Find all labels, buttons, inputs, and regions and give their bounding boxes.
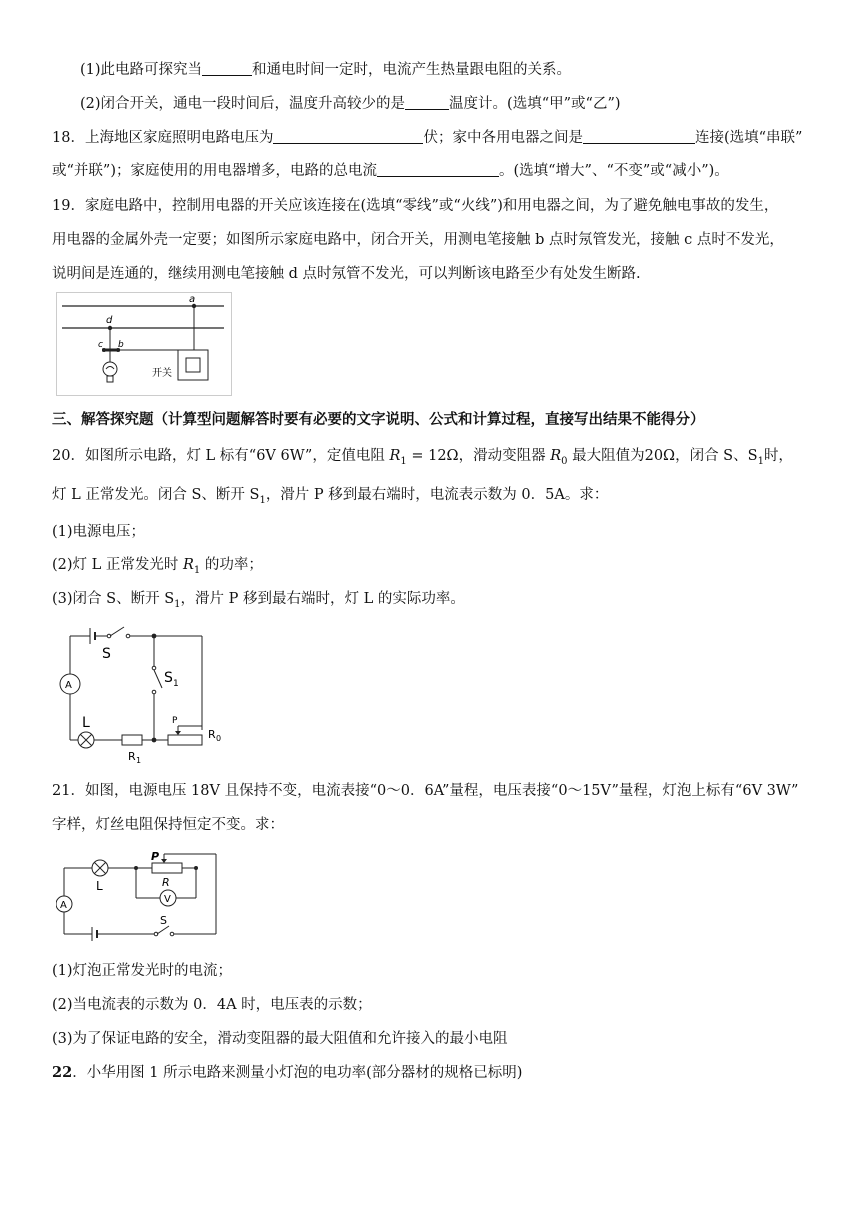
- switch-s-label: S: [160, 914, 167, 927]
- voltmeter-label: V: [164, 894, 171, 905]
- q17-part2-text-a: (2)闭合开关，通电一段时间后，温度升高较少的是: [80, 96, 406, 112]
- q18-text: 或“并联”)；家庭使用的用电器增多，电路的总电流: [52, 163, 377, 179]
- q17-part2-text-b: 温度计。(选填“甲”或“乙”): [449, 96, 621, 112]
- q20-circuit-figure: [56, 622, 240, 768]
- r1-label-sub: 1: [136, 756, 142, 765]
- q20-text: ，滑片 P 移到最右端时，电流表示数为 0．5A。求：: [265, 487, 609, 503]
- answer-blank[interactable]: [273, 129, 423, 144]
- q21-circuit-figure: [56, 848, 226, 944]
- point-a-label: a: [189, 294, 196, 305]
- q17-part2: [80, 94, 621, 114]
- answer-blank[interactable]: [202, 61, 252, 76]
- q20-sub3: [52, 589, 465, 615]
- r1-subscript: 1: [193, 564, 201, 576]
- q18-text: 连接(选填“串联”: [694, 130, 803, 146]
- r0-label: R: [208, 728, 216, 741]
- lamp-l-label: L: [82, 715, 90, 731]
- q19-line2: 用电器的金属外壳一定要；如图所示家庭电路中，闭合开关，用测电笔接触 b 点时氖管发光，接触 c 点时不发光，: [52, 232, 784, 248]
- q20-text: ，滑片 P 移到最右端时，灯 L 的实际功率。: [180, 591, 465, 607]
- q20-text: ，闭合 S、S: [675, 448, 758, 464]
- point-c-label: c: [98, 340, 103, 350]
- q21-sub3: (3)为了保证电路的安全，滑动变阻器的最大阻值和允许接入的最小电阻: [52, 1031, 508, 1047]
- household-circuit-figure: [56, 292, 232, 396]
- r0-value: 20Ω: [644, 448, 676, 464]
- q20-line1: [52, 446, 793, 472]
- switch-label: 开关: [152, 368, 172, 379]
- q22-text: ．小华用图 1 所示电路来测量小灯泡的电功率(部分器材的规格已标明): [72, 1065, 523, 1081]
- answer-blank[interactable]: [583, 129, 695, 144]
- q20-sub1: (1)电源电压；: [52, 524, 146, 540]
- q17-part1-text-b: 和通电时间一定时，电流产生热量跟电阻的关系。: [252, 62, 572, 78]
- r1-label: R: [128, 750, 136, 763]
- answer-blank[interactable]: [405, 95, 449, 110]
- q22-line: [52, 1063, 522, 1083]
- section-3-heading: 三、解答探究题（计算型问题解答时要有必要的文字说明、公式和计算过程，直接写出结果不能得分）: [52, 411, 705, 428]
- q20-circuit-svg: [56, 622, 240, 768]
- q17-part1: [80, 60, 571, 80]
- point-b-label: b: [118, 340, 124, 350]
- r1-value: = 12Ω: [406, 448, 459, 464]
- q19-line3: 说明间是连通的，继续用测电笔接触 d 点时氖管不发光，可以判断该电路至少有处发生断路.: [52, 266, 641, 282]
- q18-line1: [52, 128, 802, 148]
- q21-line2: 字样，灯丝电阻保持恒定不变。求：: [52, 817, 284, 833]
- s1-subscript: 1: [259, 494, 266, 506]
- q18-text: 18．上海地区家庭照明电路电压为: [52, 130, 274, 146]
- r1-subscript: 1: [400, 455, 407, 467]
- q20-text: 20．如图所示电路，灯 L 标有“6V 6W”，定值电阻: [52, 448, 385, 464]
- q20-line2: [52, 485, 608, 511]
- q22-number: 22: [52, 1064, 73, 1081]
- r0-symbol: R: [550, 448, 562, 464]
- q18-text: 伏；家中各用电器之间是: [423, 130, 583, 146]
- q18-line2: [52, 161, 729, 181]
- q20-text: (2)灯 L 正常发光时: [52, 557, 179, 573]
- rheostat-r-label: R: [162, 876, 170, 889]
- q21-sub1: (1)灯泡正常发光时的电流；: [52, 963, 233, 979]
- q17-part1-text-a: (1)此电路可探究当: [80, 62, 203, 78]
- slider-p-label: P: [172, 716, 178, 726]
- switch-s1-label: S: [164, 670, 173, 686]
- household-circuit-svg: [56, 292, 232, 396]
- q20-text: 的功率；: [204, 557, 263, 573]
- r0-subscript: 0: [561, 455, 568, 467]
- r1-symbol: R: [389, 448, 401, 464]
- q19-line1: 19．家庭电路中，控制用电器的开关应该连接在(选填“零线”或“火线”)和用电器之间，为了避免触电事故的发生，: [52, 198, 779, 214]
- q20-text: 时，: [763, 448, 793, 464]
- q21-sub2: (2)当电流表的示数为 0．4A 时，电压表的示数；: [52, 997, 372, 1013]
- q21-line1: 21．如图，电源电压 18V 且保持不变，电流表接“0～0．6A”量程，电压表接“0～15V”量程，灯泡上标有“6V 3W”: [52, 783, 799, 799]
- q18-text: 。(选填“增大”、“不变”或“减小”)。: [498, 163, 729, 179]
- ammeter-label: A: [60, 900, 67, 911]
- q20-text: (3)闭合 S、断开 S: [52, 591, 175, 607]
- s1-subscript: 1: [174, 598, 181, 610]
- q20-text: ，滑动变阻器: [458, 448, 546, 464]
- r0-label-sub: 0: [216, 734, 222, 743]
- r1-symbol: R: [183, 557, 194, 573]
- lamp-l-label: L: [96, 879, 103, 893]
- q20-text: 最大阻值为: [572, 448, 645, 464]
- s1-subscript: 1: [757, 455, 764, 467]
- switch-s-label: S: [102, 646, 111, 662]
- switch-s1-sub: 1: [173, 679, 179, 689]
- q21-circuit-svg: [56, 848, 226, 944]
- q20-sub2: [52, 555, 263, 581]
- q20-text: 灯 L 正常发光。闭合 S、断开 S: [52, 487, 260, 503]
- answer-blank[interactable]: [377, 162, 499, 177]
- ammeter-label: A: [65, 680, 72, 691]
- slider-p-label: P: [151, 850, 160, 863]
- point-d-label: d: [106, 315, 113, 326]
